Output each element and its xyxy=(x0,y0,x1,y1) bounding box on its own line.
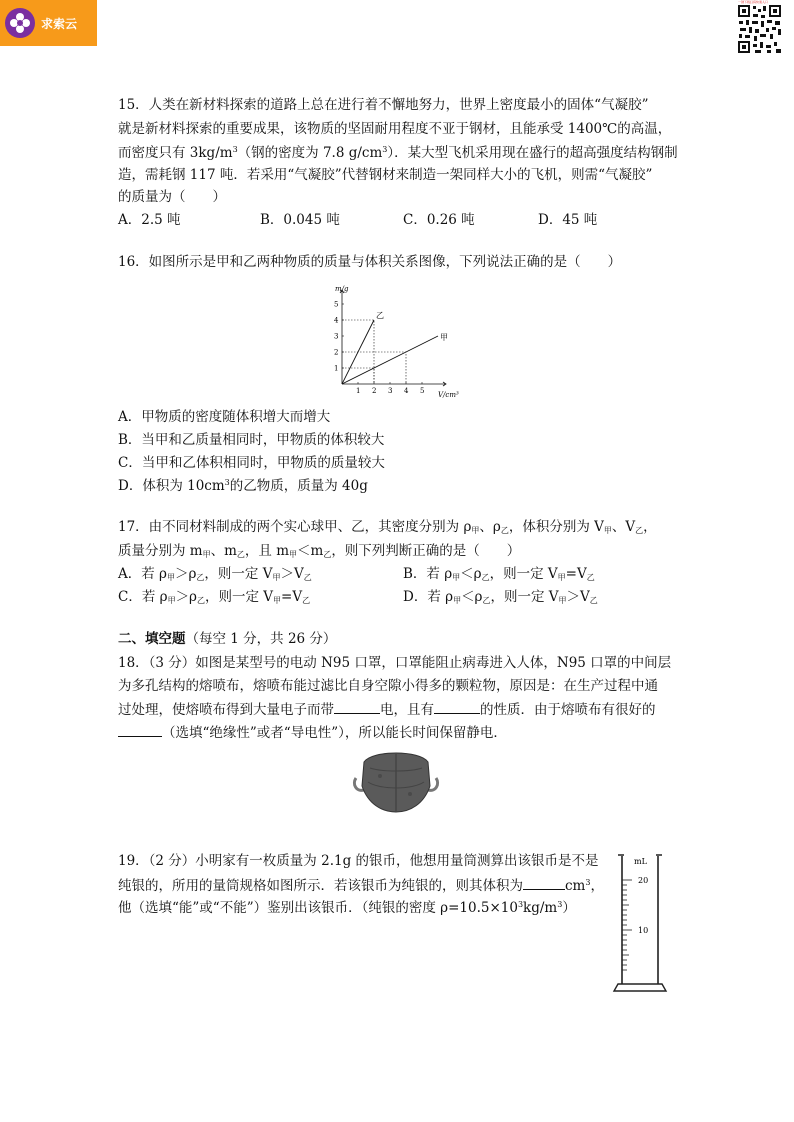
qr-caption: 一键下载扫码快速入口 xyxy=(738,0,769,4)
cylinder-unit-label: mL xyxy=(634,857,647,866)
x-tick-label: 4 xyxy=(404,387,409,395)
q18-line-2: 为多孔结构的熔喷布，熔喷布能过滤比自身空隙小得多的颗粒物，原因是：在生产过程中通 xyxy=(118,678,658,694)
q15-option-b[interactable]: B．0.045 吨 xyxy=(260,212,340,228)
q18-blank-2[interactable] xyxy=(434,700,480,714)
y-tick-label: 2 xyxy=(334,348,339,357)
q17-option-c[interactable]: C．若 $\rho_甲>\rho_乙$，则一定 $V_甲=V_乙$ xyxy=(118,589,311,605)
q17-option-d[interactable]: D．若 $\rho_甲<\rho_乙$，则一定 $V_甲>V_乙$ xyxy=(403,589,598,605)
q16-stem: 16．如图所示是甲和乙两种物质的质量与体积关系图像，下列说法正确的是（ ） xyxy=(118,254,622,270)
flower-icon xyxy=(5,8,35,38)
q19-blank-1[interactable] xyxy=(523,876,565,890)
x-tick-label: 2 xyxy=(372,387,377,395)
q15-line-4: 造，需耗钢 117 吨．若采用“气凝胶”代替钢材来制造一架同样大小的飞机，则需“气凝胶” xyxy=(118,167,653,183)
x-tick-label: 5 xyxy=(420,387,425,395)
q18-line-1: 18．（3 分）如图是某型号的电动 N95 口罩，口罩能阻止病毒进入人体，N95 口罩的中间层 xyxy=(118,655,672,671)
section-heading: 二、填空题（每空 1 分，共 26 分） xyxy=(118,631,337,647)
brand-logo xyxy=(0,0,97,46)
q18-line-3: 过处理，使熔喷布得到大量电子而带 电，且有 的性质．由于熔喷布有很好的 xyxy=(118,702,656,718)
y-axis-label: m/g xyxy=(335,285,349,293)
q18-blank-3[interactable] xyxy=(118,723,162,737)
q15-option-a[interactable]: A．2.5 吨 xyxy=(118,212,181,228)
q15-line-5: 的质量为（ ） xyxy=(118,189,226,205)
q18-line-4: （选填“绝缘性”或者“导电性”），所以能长时间保留静电． xyxy=(118,723,507,742)
series-line-jia xyxy=(342,336,438,384)
q16-option-d[interactable]: D．体积为 $10cm^3$的乙物质，质量为 40g xyxy=(118,478,368,494)
q19-line-3: 他（选填“能”或“不能”）鉴别出该银币．（纯银的密度 $\rho=10.5\times 10^3kg/m^3$） xyxy=(118,900,576,916)
q19-line-1: 19．（2 分）小明家有一枚质量为 2.1g 的银币，他想用量筒测算出该银币是不是 xyxy=(118,853,599,869)
q15-line-3: 而密度只有 $3kg/m^3$（钢的密度为 7.8 $g/cm^3$）．某大型飞机采用现在盛行的超高强度结构钢制 xyxy=(118,145,678,161)
mass-volume-chart xyxy=(325,282,465,402)
q19-line-2: 纯银的，所用的量筒规格如图所示．若该银币为纯银的，则其体积为 $cm^3$， xyxy=(118,878,604,894)
x-tick-label: 3 xyxy=(388,387,393,395)
q16-option-a[interactable]: A．甲物质的密度随体积增大而增大 xyxy=(118,409,331,425)
x-tick-label: 1 xyxy=(356,387,361,395)
y-tick-label: 3 xyxy=(334,332,339,341)
x-axis-label: V/cm³ xyxy=(438,391,459,399)
y-tick-label: 1 xyxy=(334,364,339,373)
y-tick-label: 4 xyxy=(334,316,339,325)
q15-option-d[interactable]: D．45 吨 xyxy=(538,212,598,228)
q16-option-c[interactable]: C．当甲和乙体积相同时，甲物质的质量较大 xyxy=(118,455,385,471)
q17-stem-2: 质量分别为 $m_甲$、$m_乙$，且 $m_甲<m_乙$，则下列判断正确的是（ ） xyxy=(118,543,521,559)
graduated-cylinder-image xyxy=(612,850,668,995)
q15-line-2: 就是新材料探索的重要成果，该物质的坚固耐用程度不亚于钢材，且能承受 1400℃的高温， xyxy=(118,121,672,137)
q17-option-b[interactable]: B．若 $\rho_甲<\rho_乙$，则一定 $V_甲=V_乙$ xyxy=(403,566,595,582)
q15-line-1: 15．人类在新材料探索的道路上总在进行着不懈地努力，世界上密度最小的固体“气凝胶” xyxy=(118,97,649,113)
y-tick-label: 5 xyxy=(334,300,339,309)
series-label-jia: 甲 xyxy=(440,333,448,342)
qr-code-icon[interactable] xyxy=(737,4,782,54)
q18-blank-1[interactable] xyxy=(334,700,380,714)
cylinder-tick-20: 20 xyxy=(638,876,649,885)
series-label-yi: 乙 xyxy=(376,311,384,320)
n95-mask-image xyxy=(350,746,442,816)
q15-option-c[interactable]: C．0.26 吨 xyxy=(403,212,475,228)
q16-option-b[interactable]: B．当甲和乙质量相同时，甲物质的体积较大 xyxy=(118,432,385,448)
q17-stem-1: 17．由不同材料制成的两个实心球甲、乙，其密度分别为 $\rho_甲$、$\rho_乙$，体积分别为 $V_甲$、$V_乙$， xyxy=(118,519,657,535)
q17-option-a[interactable]: A．若 $\rho_甲>\rho_乙$，则一定 $V_甲>V_乙$ xyxy=(118,566,312,582)
cylinder-tick-10: 10 xyxy=(638,926,649,935)
brand-name: 求索云 xyxy=(41,16,78,31)
